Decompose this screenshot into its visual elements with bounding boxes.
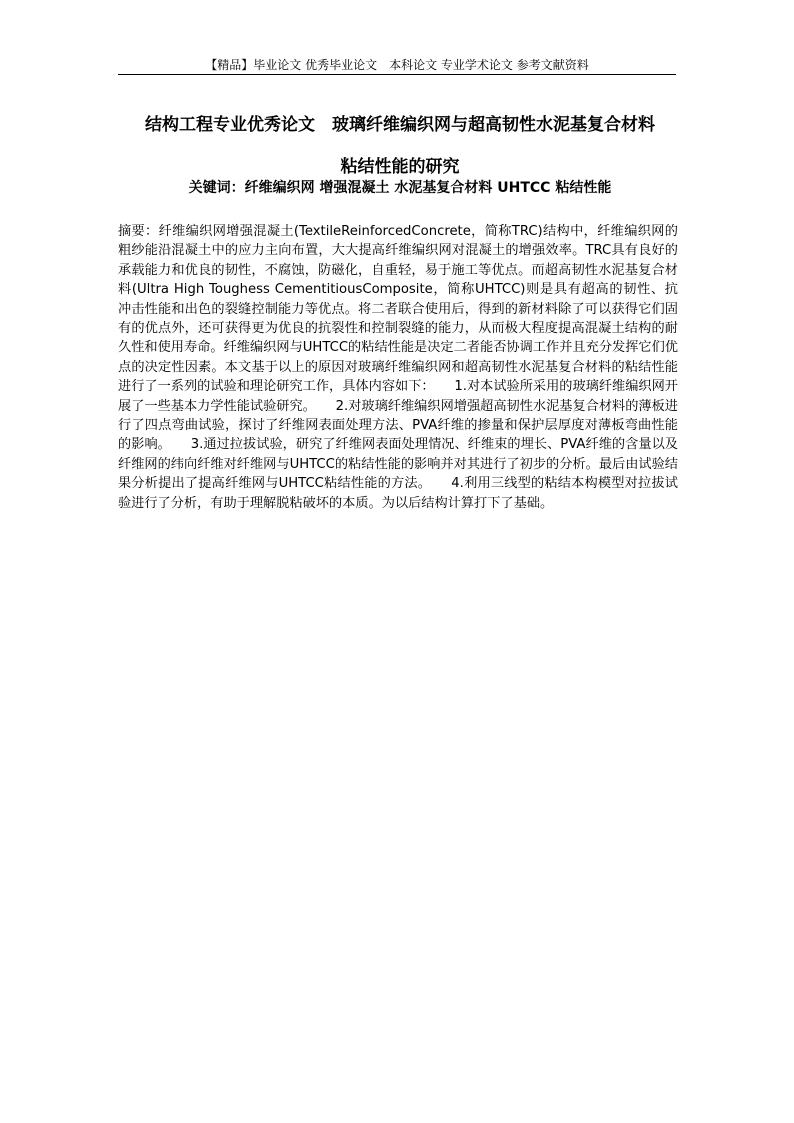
abstract-paragraph: 摘要：纤维编织网增强混凝土(TextileReinforcedConcrete，简称TRC)结构中，纤维编织网的粗纱能沿混凝土中的应力主向布置，大大提高纤维编织网对混凝土的增强效率。TRC具有良好的承载能力和优良的韧性，不腐蚀，防磁化，自重轻，易于施工等优点。而超高韧性水泥基复合材料(Ultra High Toughess CementitiousComposite，简称UHTCC)则是具有超高的韧性、抗冲击性能和出色的裂缝控制能力等优点。将二者联合使用后，得到的新材料除了可以获得它们固有的优点外，还可获得更为优良的抗裂性和控制裂缝的能力，从而极大程度提高混凝土结构的耐久性和使用寿命。纤维编织网与UHTCC的粘结性能是决定二者能否协调工作并且充分发挥它们优点的决定性因素。本文基于以上的原因对玻璃纤维编织网和超高韧性水泥基复合材料的粘结性能进行了一系列的试验和理论研究工作，具体内容如下： 1.对本试验所采用的玻璃纤维编织网开展了一些基本力学性能试验研究。 2.对玻璃纤维编织网增强超高韧性水泥基复合材料的薄板进行了四点弯曲试验，探讨了纤维网表面处理方法、PVA纤维的掺量和保护层厚度对薄板弯曲性能的影响。 3.通过拉拔试验，研究了纤维网表面处理情况、纤维束的埋长、PVA纤维的含量以及纤维网的纬向纤维对纤维网与UHTCC的粘结性能的影响并对其进行了初步的分析。最后由试验结果分析提出了提高纤维网与UHTCC粘结性能的方法。 4.利用三线型的粘结本构模型对拉拔试验进行了分析，有助于理解脱粘破坏的本质。为以后结构计算打下了基础。	[118, 224, 678, 511]
document-title	[100, 104, 700, 188]
page-header: 【精品】毕业论文 优秀毕业论文 本科论文 专业学术论文 参考文献资料	[205, 58, 589, 72]
document-title-line2: 粘结性能的研究	[340, 157, 460, 177]
keywords-line: 关键词：纤维编织网 增强混凝土 水泥基复合材料 UHTCC 粘结性能	[188, 180, 612, 196]
header-divider	[118, 74, 676, 75]
document-title-line1: 结构工程专业优秀论文 玻璃纤维编织网与超高韧性水泥基复合材料	[145, 115, 655, 135]
